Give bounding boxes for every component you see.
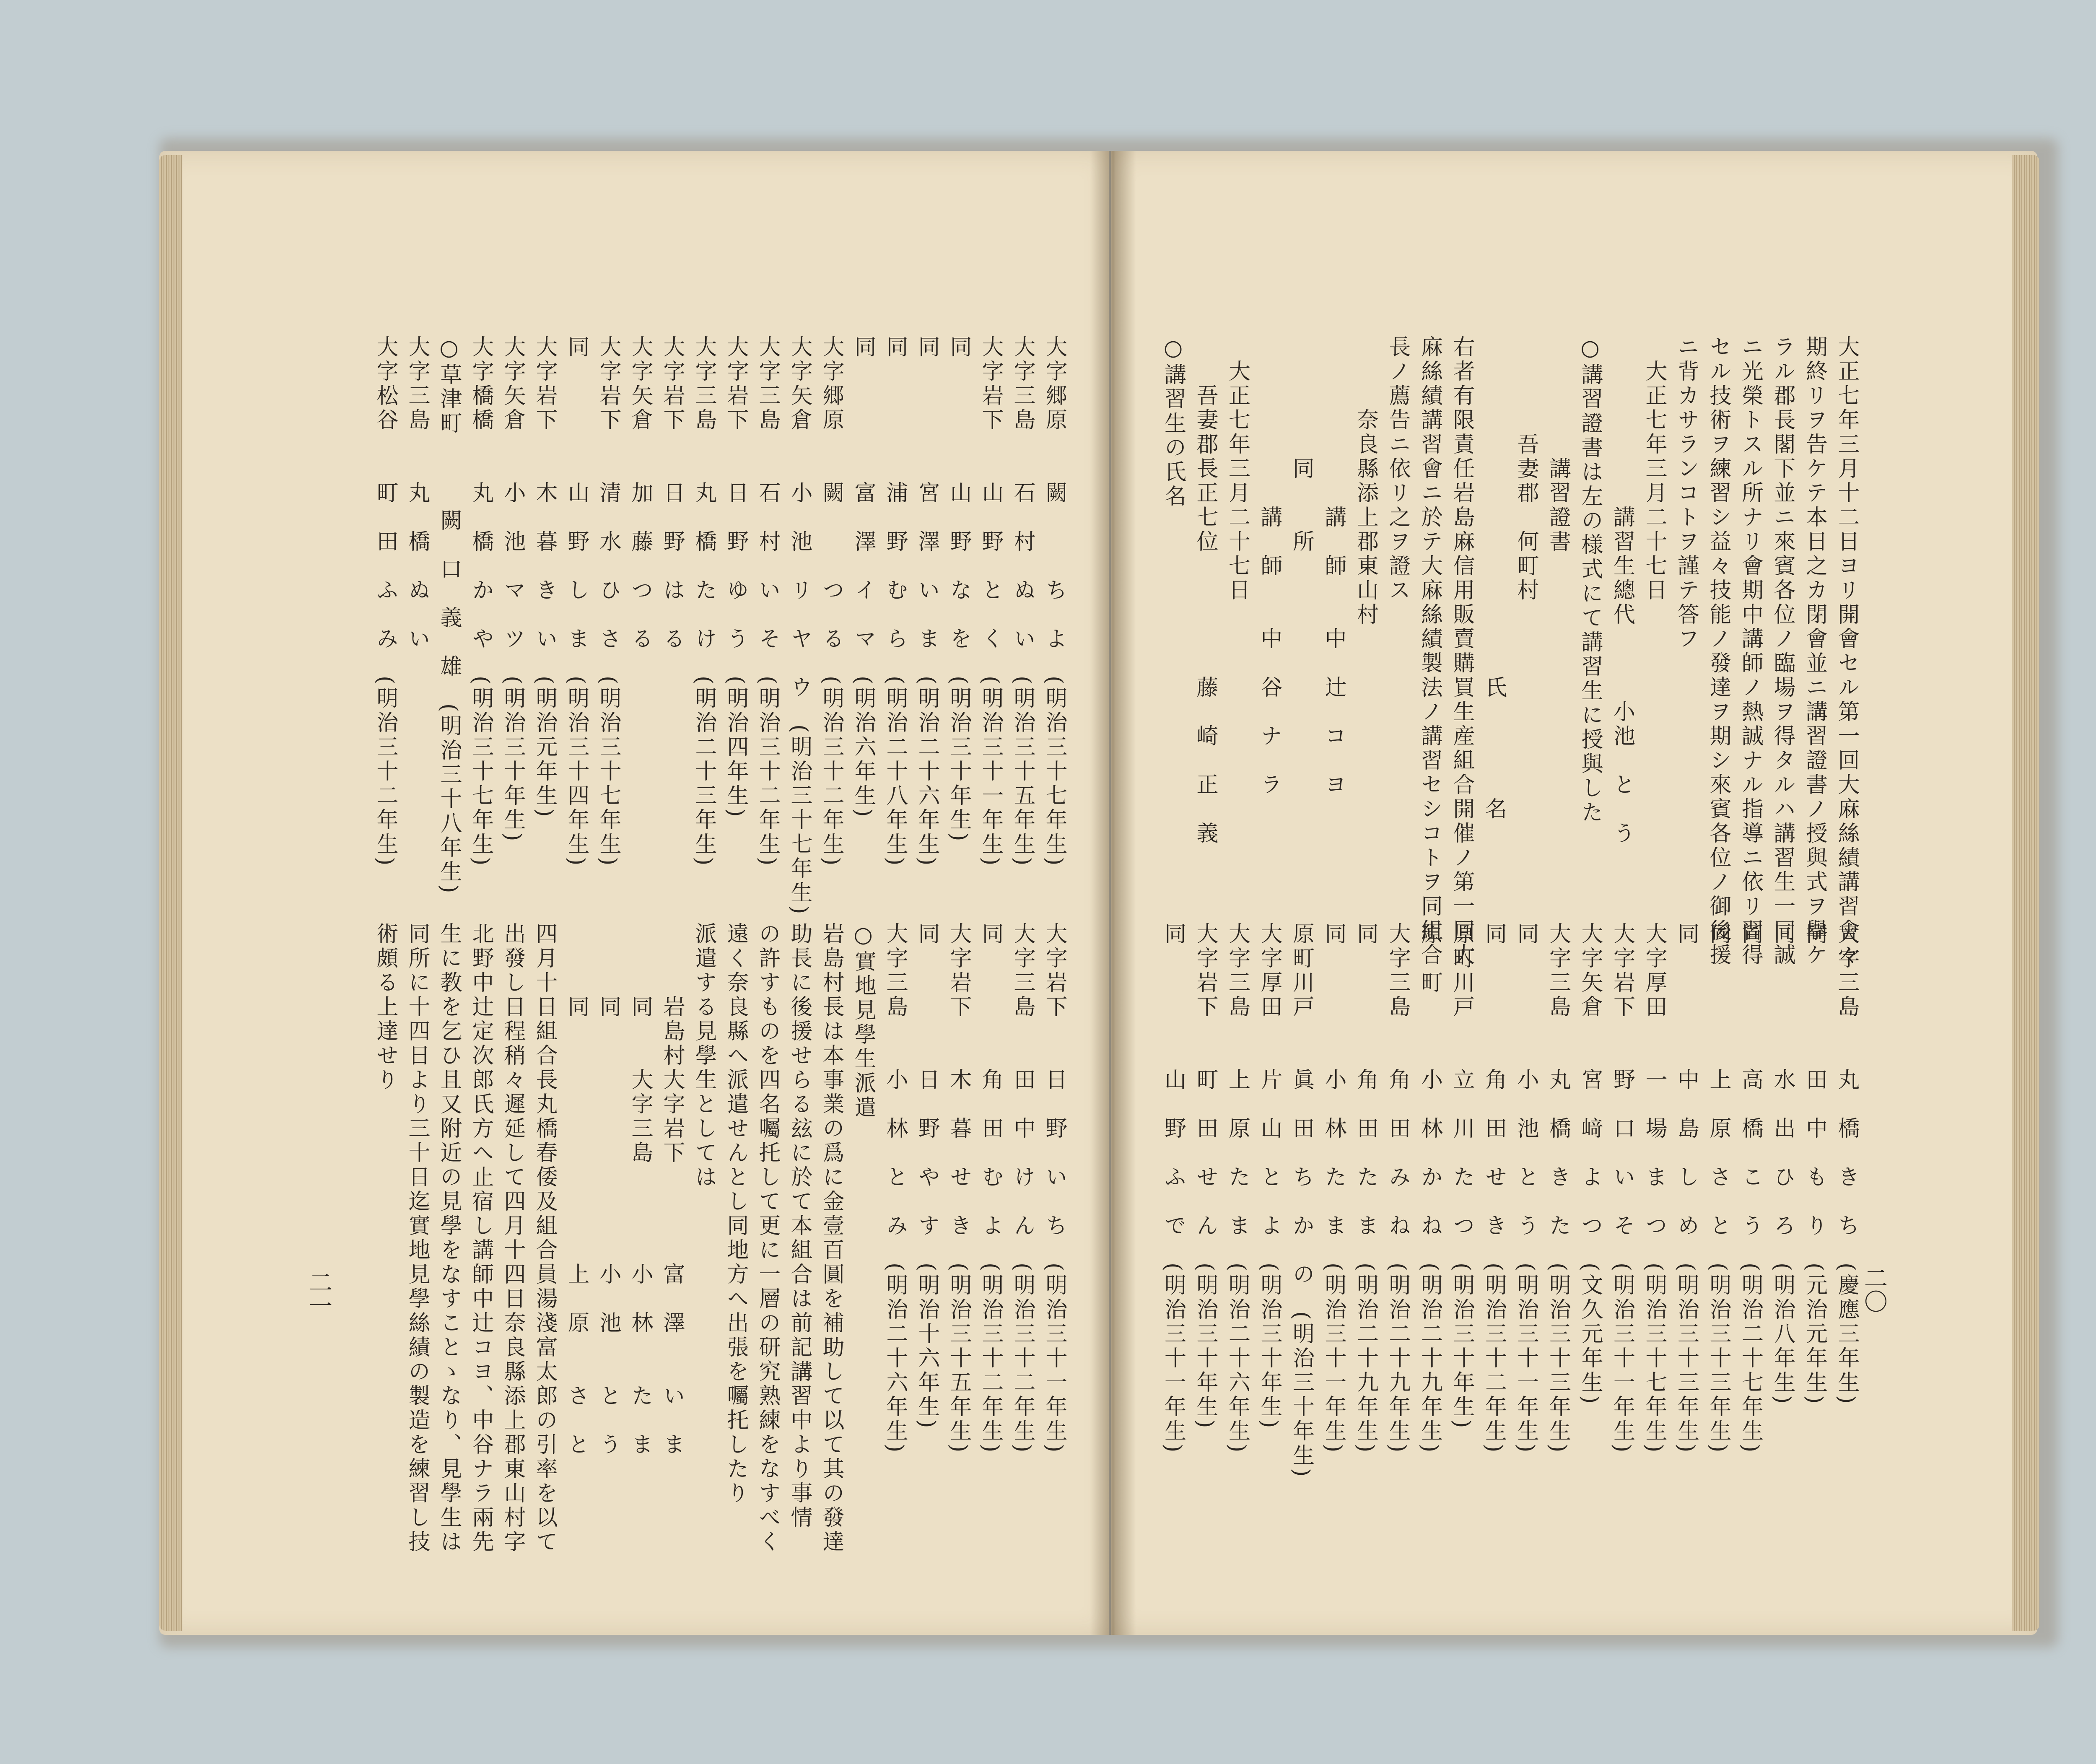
text-line: 四月十日組合長丸橋春倭及組合員湯淺富太郎の引率を以て <box>532 922 557 1554</box>
name-row: 大字岩下 野 口 い そ (明治三十一年生) <box>1609 922 1635 1455</box>
text-line: 大字三島 田 中 け ん (明治三十二年生) <box>1010 922 1035 1455</box>
name-row: 原町川戸 立 川 た つ (明治三十年生) <box>1449 922 1474 1431</box>
name-row: 大字矢倉 小 池 リ ヤ ウ (明治三十七年生) <box>787 335 812 917</box>
text-line: 助長に後援せらる玆に於て本組合は前記講習中より事情 <box>787 922 812 1530</box>
name-row: 同 富 澤 イ マ (明治六年生) <box>851 335 876 820</box>
text-line: 大正七年三月十二日ヨリ開會セル第一回大麻絲績講習會々 <box>1834 335 1859 968</box>
name-row: 大字岩下 日 野 ゆ う (明治四年生) <box>723 335 748 820</box>
name-row: 大字岩下 清 水 ひ さ (明治三十七年生) <box>596 335 621 868</box>
left-page-bottom-text <box>369 922 1070 1554</box>
name-row: 大字郷原 闕 つ る (明治三十二年生) <box>819 335 844 868</box>
name-row: 大字岩下 町 田 せ ん (明治三十年生) <box>1193 922 1218 1431</box>
name-row: 大字三島 石 村 い そ (明治三十二年生) <box>755 335 780 868</box>
text-line: 大字三島 小 林 と み (明治二十六年生) <box>882 922 908 1455</box>
name-row: 同 宮 澤 い ま (明治二十六年生) <box>914 335 939 868</box>
text-line: 大字岩下 木 暮 せ き (明治三十五年生) <box>946 922 971 1455</box>
text-line: 同 所 <box>1289 335 1314 554</box>
text-line: 岩島村長は本事業の爲に金壹百圓を補助して以て其の發達 <box>819 922 844 1554</box>
name-row: 大字矢倉 宮 﨑 よ つ (文久元年生) <box>1577 922 1603 1406</box>
text-line: 大正七年三月二十七日 <box>1642 335 1667 603</box>
text-line: 遠く奈良縣へ派遣せんとし同地方へ出張を囑托したり <box>723 922 748 1506</box>
name-row: 大字厚田 片 山 と よ (明治三十年生) <box>1257 922 1282 1431</box>
name-row: 大字松谷 町 田 ふ み (明治三十二年生) <box>373 335 398 868</box>
name-row: 大字三島 角 田 み ね (明治二十九年生) <box>1385 922 1410 1455</box>
text-line: 講習生總代 小池 と う <box>1609 335 1635 846</box>
name-row: 原 町 小 林 か ね (明治二十九年生) <box>1417 922 1442 1455</box>
name-row: 同 小 池 と う (明治三十一年生) <box>1513 922 1538 1455</box>
name-row: 同 中 島 し め (明治三十三年生) <box>1673 922 1699 1455</box>
text-line: 出發し日程稍々遲延して四月十四日奈良縣添上郡東山村字 <box>500 922 525 1554</box>
name-row: 大字岩下 木 暮 き い (明治元年生) <box>532 335 557 820</box>
left-page-name-list <box>369 335 1070 917</box>
text-line: 右者有限責任岩島麻信用販賣購買生産組合開催ノ第一回大 <box>1449 335 1474 968</box>
name-row: 同 角 田 せ き (明治三十二年生) <box>1481 922 1507 1455</box>
text-line: 吾妻郡 何町村 <box>1513 335 1538 603</box>
name-row: 同 小 林 た ま (明治三十一年生) <box>1321 922 1346 1455</box>
text-line: 同 上 原 さ と <box>564 922 589 1457</box>
text-line: ニ背カサランコトヲ謹テ答フ <box>1673 335 1699 651</box>
name-row: 大字郷原 闕 ち よ (明治三十七年生) <box>1042 335 1067 868</box>
name-row: 大字三島 丸 橋 き た (明治三十三年生) <box>1545 922 1571 1455</box>
name-row: 大字矢倉 加 藤 つ る <box>628 335 653 651</box>
text-line: 同 角 田 む よ (明治三十二年生) <box>978 922 1003 1455</box>
page-number-right: 二〇 <box>1860 1266 1888 1313</box>
text-line: 奈良縣添上郡東山村 <box>1353 335 1378 627</box>
text-line: 同 大字三島 小 林 た ま <box>628 922 653 1457</box>
name-row: 大字厚田 一 場 ま つ (明治三十七年生) <box>1642 922 1667 1455</box>
text-line: 吾妻郡長正七位 藤 崎 正 義 <box>1193 335 1218 846</box>
text-line: 講習證書 <box>1545 335 1571 554</box>
name-row: 同 山 野 し ま (明治三十四年生) <box>564 335 589 868</box>
text-line: 長ノ薦告ニ依リ之ヲ證ス <box>1385 335 1410 603</box>
name-row: 大字三島 丸 橋 た け (明治二十三年生) <box>691 335 716 868</box>
name-row: 同 山 野 な を (明治三十年生) <box>946 335 971 844</box>
text-line: セル技術ヲ練習シ益々技能ノ發達ヲ期シ來賓各位ノ御後援 <box>1706 335 1731 968</box>
name-row: 同 高 橋 こ う (明治二十七年生) <box>1738 922 1763 1455</box>
text-line: ラル郡長閣下並ニ來賓各位ノ臨場ヲ得タルハ講習生一同誠 <box>1770 335 1795 968</box>
left-page-edges <box>159 155 182 1631</box>
name-row: ○草津町 闕 口 義 雄 (明治三十八年生) <box>436 335 462 896</box>
text-line: 大字岩下 日 野 い ち (明治三十一年生) <box>1042 922 1067 1455</box>
book-gutter <box>1090 151 1136 1635</box>
name-row: 同 田 中 も り (元治元年生) <box>1802 922 1827 1406</box>
text-line: 期終リヲ告ケテ本日之カ閉會並ニ講習證書ノ授與式ヲ擧ケ <box>1802 335 1827 968</box>
text-line: ○實地見學生派遣 <box>851 922 876 1120</box>
name-row: 大字岩下 日 野 は る <box>659 335 685 651</box>
text-line: 派遣する見學生としては <box>691 922 716 1190</box>
text-line: 生に教を乞ひ且又附近の見學をなすことゝなり、見學生は <box>436 922 462 1554</box>
right-page-name-list <box>1157 922 1863 1479</box>
text-line: 講 師 中 辻 コ ヨ <box>1321 335 1346 797</box>
text-line: ニ光榮トスル所ナリ會期中講師ノ熱誠ナル指導ニ依リ習得 <box>1738 335 1763 968</box>
name-row: 大字三島 丸 橋 き ち (慶應三年生) <box>1834 922 1859 1406</box>
text-line: 術頗る上達せり <box>373 922 398 1092</box>
right-page-edges <box>2012 155 2039 1631</box>
name-row: 大字矢倉 小 池 マ ツ (明治三十年生) <box>500 335 525 844</box>
text-line: 大正七年三月二十七日 <box>1224 335 1250 603</box>
text-line: 講 師 中 谷 ナ ラ <box>1257 335 1282 797</box>
name-row: 大字三島 石 村 ぬ い (明治三十五年生) <box>1010 335 1035 868</box>
text-line: 同所に十四日より三十日迄實地見學絲績の製造を練習し技 <box>405 922 430 1554</box>
text-line: 北野中辻定次郎氏方へ止宿し講師中辻コヨ、中谷ナラ兩先 <box>468 922 493 1554</box>
text-line: ○講習生の氏名 <box>1160 335 1186 509</box>
name-row: 同 角 田 た ま (明治二十九年生) <box>1353 922 1378 1455</box>
text-line: の許すものを四名囑托して更に一層の研究熟練をなすべく <box>755 922 780 1554</box>
text-line: 同 小 池 と う <box>596 922 621 1457</box>
name-row: 大字岩下 山 野 と く (明治三十一年生) <box>978 335 1003 868</box>
page-number-left: 二一 <box>305 1270 332 1317</box>
name-row: 大字三島 上 原 た ま (明治二十六年生) <box>1224 922 1250 1455</box>
text-line: 氏 名 <box>1481 335 1507 822</box>
name-row: 同 水 出 ひ ろ (明治八年生) <box>1770 922 1795 1406</box>
text-line: 麻絲績講習會ニ於テ大麻絲績製法ノ講習セシコトヲ同組合 <box>1417 335 1442 968</box>
text-line: 同 日 野 や す (明治十六年生) <box>914 922 939 1431</box>
text-line: ○講習證書は左の様式にて講習生に授與した <box>1577 335 1603 825</box>
name-row: 同 上 原 さ と (明治三十三年生) <box>1706 922 1731 1455</box>
text-line: 岩島村大字岩下 富 澤 い ま <box>659 922 685 1457</box>
name-row: 同 浦 野 む ら (明治二十八年生) <box>882 335 908 868</box>
name-row: 原町川戸 眞 田 ち か の (明治三十年生) <box>1289 922 1314 1479</box>
right-page-top-text <box>1157 335 1863 968</box>
name-row: 大字三島 丸 橋 ぬ い <box>405 335 430 651</box>
name-row: 同 山 野 ふ で (明治三十一年生) <box>1160 922 1186 1455</box>
name-row: 大字橋橋 丸 橋 か や (明治三十七年生) <box>468 335 493 868</box>
